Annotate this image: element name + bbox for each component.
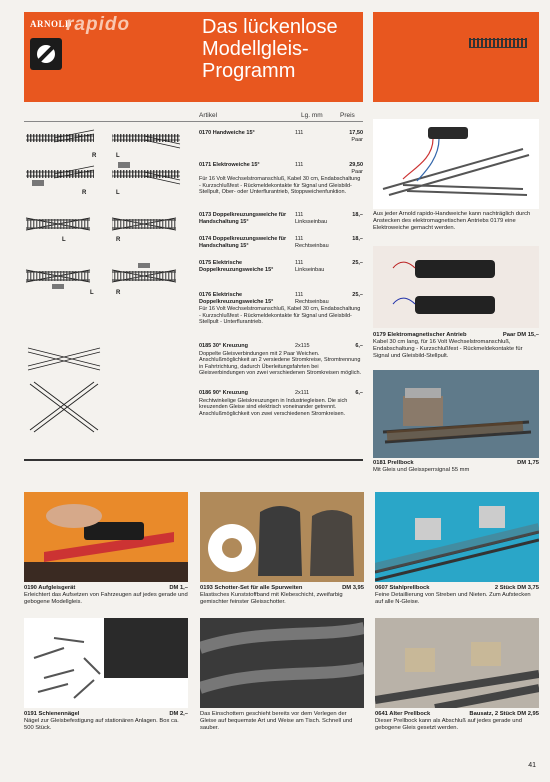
entry-lg2: Rechtseinbau (295, 242, 329, 249)
section-divider (24, 459, 363, 461)
page-title: Das lückenlose Modellgleis- Programm (202, 16, 338, 82)
product-desc: Das Einschottern geschieht bereits vor dem Verlegen der Gleise auf bequemste Art und Weise am Tisch. Schnell und sauber. (200, 711, 353, 731)
entry-lg: 111 (295, 130, 304, 136)
antrieb-photo-icon (373, 246, 539, 328)
col-artikel: Artikel (199, 112, 218, 119)
product-title: 0191 Schienennägel (24, 711, 80, 717)
entry-0174 (199, 236, 363, 249)
photo-schienennaegel (24, 618, 188, 708)
switch-drawings (24, 126, 194, 326)
label-r-3: R (116, 237, 121, 243)
entry-desc: Doppelte Gleisverbindungen mit 2 Paar Weichen. Anschlußmöglichkeit an 2 versiedene Stromkreise, Stromtrennung in Fahrtrichtung, dadurch Überleitungsfahrten bei Gleisverbindungen von zwei verschiedenen Stromkreisen möglich. (199, 350, 362, 377)
entry-lg2: Rechtseinbau (295, 298, 329, 305)
product-title: 0641 Alter Prellbock (375, 711, 431, 717)
product-price: DM 2,– (169, 711, 188, 717)
product-title: 0607 Stahlprellbock (375, 585, 430, 591)
photo-elektroweiche (373, 119, 539, 209)
product-desc: Dieser Prellbock kann als Abschluß auf jedes gerade und gebogene Gleis gesetzt werden. (375, 718, 522, 731)
entry-lg: 111 (295, 236, 304, 242)
caption-0191 (24, 711, 188, 732)
entry-desc: Für 16 Volt Wechselstromanschluß, Kabel 30 cm, Endabschaltung - Kurzschlußfest - Rückmeldekontakte für Signal und Gleisbild-Stellpult - Unterflurantrieb. (199, 306, 361, 326)
photo-stahlprellbock (375, 492, 539, 582)
entry-desc: Für 16 Volt Wechselstromanschluß, Kabel 30 cm, Endabschaltung - Kurzschlußfest - Rückmeldekontakte für Signal und Gleisbild-Stellpult, Ober- oder Unterflurantrieb, Stoppweichenfunktion. (199, 176, 361, 196)
stahlprellbock-photo-icon (375, 492, 539, 582)
antrieb-title: 0179 Elektromagnetischer Antrieb (373, 332, 467, 338)
label-r-4: R (116, 290, 121, 296)
col-lg: Lg. mm (301, 112, 323, 119)
col-preis: Preis (340, 112, 355, 119)
header-banner (24, 12, 363, 102)
antrieb-desc: Kabel 30 cm lang, für 16 Volt Wechselstromanschluß, Endabschaltung - Kurzschlußfest - Rückmeldekontakte für Signal und Gleisbild-Stellpult. (373, 339, 523, 359)
entry-lg: 111 (295, 162, 304, 168)
label-l-4: L (90, 290, 94, 296)
entry-0176 (199, 292, 363, 326)
label-r-2: R (82, 190, 87, 196)
entry-lg: 2x115 (295, 343, 310, 349)
label-r-1: R (92, 153, 97, 159)
entry-desc: Rechtwinkelige Gleiskreuzungen in Industriegleisen. Die sich kreuzenden Gleise sind elektrisch voneinander getrennt. Anschlußmöglichkeit von zwei verschiedenen Stromkreisen. (199, 397, 348, 417)
caption-einschottern (200, 711, 364, 732)
caption-0641 (375, 711, 539, 732)
entry-price: 6,– (355, 390, 363, 396)
photo-schotter-set (200, 492, 364, 582)
caption-prellbock (373, 460, 539, 474)
doppelkreuzung-hand-icon (26, 218, 176, 230)
photo-einschottern (200, 618, 364, 708)
header-rule (24, 121, 363, 122)
photo-aufgleisgeraet (24, 492, 188, 582)
entry-0173 (199, 212, 363, 225)
product-price: DM 1,– (169, 585, 188, 591)
entry-price: 6,– (355, 343, 363, 349)
entry-code: 0186 90° Kreuzung (199, 390, 248, 396)
entry-lg: 111 (295, 212, 304, 218)
elektroweiche-pair-icon (26, 162, 180, 186)
handweiche-pair-icon (26, 130, 180, 148)
entry-lg: 111 (295, 292, 304, 298)
entry-code: 0176 Elektrische Doppelkreuzungsweiche 15° (199, 292, 274, 305)
entry-code: 0175 Elektrische Doppelkreuzungsweiche 15° (199, 260, 274, 273)
product-desc: Feine Detaillierung von Streben und Nieten. Zum Aufstecken auf alle N-Gleise. (375, 592, 531, 605)
photo-prellbock (373, 370, 539, 458)
photo-alter-prellbock (375, 618, 539, 708)
entry-0170 (199, 130, 363, 143)
entry-lg2: Linkseinbau (295, 266, 325, 273)
arnold-logo-icon (30, 38, 62, 70)
entry-lg: 2x111 (295, 390, 310, 396)
doppelkreuzung-elektro-icon (26, 263, 176, 289)
brand-rapido: rapido (66, 14, 131, 35)
brand-arnold: ARNOLD (30, 19, 73, 29)
kreuzung-30-icon (28, 348, 100, 370)
caption-0190 (24, 585, 188, 606)
entry-price: 25,– (352, 260, 363, 266)
track-swatch (373, 12, 539, 102)
entry-lg2: Linksseinbau (295, 218, 328, 225)
entry-code: 0185 30° Kreuzung (199, 343, 248, 349)
prellbock-title: 0181 Prellbock (373, 460, 414, 466)
einschottern-photo-icon (200, 618, 364, 708)
entry-lg: 111 (295, 260, 304, 266)
entry-price: 17,50 (349, 130, 363, 136)
rail-bottom (469, 47, 527, 48)
product-desc: Erleichtert das Aufsetzen von Fahrzeugen auf jedes gerade und gebogene Modellgleis. (24, 592, 188, 605)
caption-0607 (375, 585, 539, 606)
product-desc: Elastisches Kunststoffband mit Klebeschicht, zweifarbig gemischter feinster Gleisschotter. (200, 592, 343, 605)
product-desc: Nägel zur Gleisbefestigung auf stationären Anlagen. Box ca. 500 Stück. (24, 718, 179, 731)
crossing-drawings (24, 340, 104, 435)
entry-0171 (199, 162, 363, 196)
entry-price: 18,– (352, 212, 363, 218)
elektroweiche-photo-icon (373, 119, 539, 209)
entry-0175 (199, 260, 363, 273)
entry-0186 (199, 390, 363, 417)
product-price: DM 3,95 (342, 585, 364, 591)
entry-0185 (199, 343, 363, 377)
product-title: 0193 Schotter-Set für alle Spurweiten (200, 585, 303, 591)
label-l-2: L (116, 190, 120, 196)
page-number: 41 (528, 762, 536, 769)
prellbock-price: DM 1,75 (517, 460, 539, 466)
antrieb-price: Paar DM 15,– (502, 332, 539, 338)
photo-antrieb (373, 246, 539, 328)
alter-prellbock-photo-icon (375, 618, 539, 708)
entry-unit: Paar (351, 168, 363, 175)
kreuzung-90-icon (30, 382, 98, 432)
prellbock-desc: Mit Gleis und Gleissperrsignal 55 mm (373, 467, 470, 473)
entry-price: 25,– (352, 292, 363, 298)
product-title: 0190 Aufgleisgerät (24, 585, 76, 591)
product-price: 2 Stück DM 3,75 (494, 585, 539, 591)
entry-code: 0171 Elektroweiche 15° (199, 162, 260, 168)
entry-code: 0174 Doppelkreuzungsweiche für Handschaltung 15° (199, 236, 287, 249)
caption-antrieb (373, 332, 539, 360)
aufgleisgeraet-photo-icon (24, 492, 188, 582)
caption-weiche: Aus jeder Arnold rapido-Handweiche kann nachträglich durch Anstecken des elektromagnetischen Antriebs 0179 eine Elektroweiche gemacht werden. (373, 211, 531, 231)
entry-code: 0173 Doppelkreuzungsweiche für Handschaltung 15° (199, 212, 287, 225)
caption-0193 (200, 585, 364, 606)
product-price: Bausatz, 2 Stück DM 2,95 (469, 711, 539, 717)
entry-price: 18,– (352, 236, 363, 242)
label-l-3: L (62, 237, 66, 243)
prellbock-photo-icon (373, 370, 539, 458)
entry-unit: Paar (351, 136, 363, 143)
entry-price: 29,50 (349, 162, 363, 168)
entry-code: 0170 Handweiche 15° (199, 130, 255, 136)
label-l-1: L (116, 153, 120, 159)
naegel-photo-icon (24, 618, 188, 708)
brand-logo (30, 14, 210, 36)
schotter-photo-icon (200, 492, 364, 582)
